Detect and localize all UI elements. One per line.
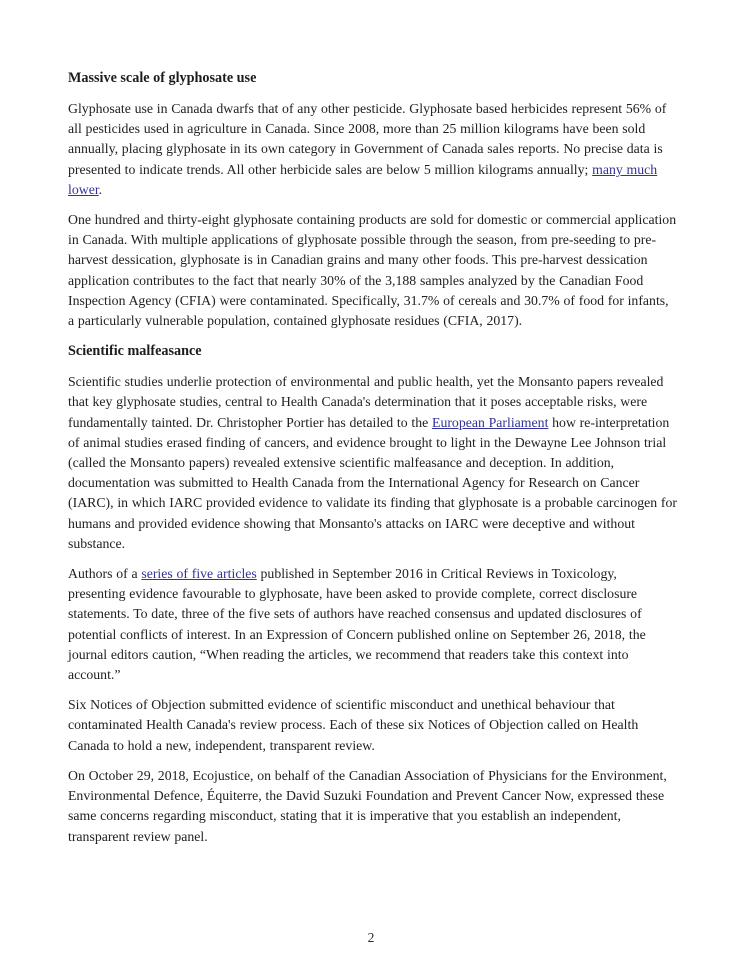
paragraph-notices-of-objection [68,695,678,756]
paragraph-ecojustice-letter [68,766,678,847]
text-run: One hundred and thirty-eight glyphosate containing products are sold for domestic or commercial application in Canada. With multiple applications of glyphosate possible through the season, from pre-seeding to pre-harvest dessication, glyphosate is in Canadian grains and many other foods. This pre-harvest dessication application contributes to the fact that nearly 30% of the 3,188 samples analyzed by the Canadian Food Inspection Agency (CFIA) were contaminated. Specifically, 31.7% of cereals and 30.7% of food for infants, a particularly vulnerable population, contained glyphosate residues (CFIA, 2017). [68,212,677,329]
paragraph-monsanto-papers [68,372,678,554]
text-run: On October 29, 2018, Ecojustice, on behalf of the Canadian Association of Physicians for the Environment, Environmental Defence, Équiterre, the David Suzuki Foundation and Prevent Cancer Now, expressed these same concerns regarding misconduct, stating that it is imperative that you establish an independent, transparent review panel. [68,767,667,844]
text-run: published in September 2016 in Critical Reviews in Toxicology, presenting evidence favourable to glyphosate, have been asked to provide complete, correct disclosure statements. To date, three of the five sets of authors have reached consensus and updated disclosures of potential conflicts of interest. In an Expression of Concern published online on September 26, 2018, the journal editors caution, “When reading the articles, we recommend that readers take this context into account.” [68,566,646,683]
section-heading-scientific-malfeasance: Scientific malfeasance [68,343,202,360]
paragraph-glyphosate-use [68,99,678,200]
text-run: Glyphosate use in Canada dwarfs that of any other pesticide. Glyphosate based herbicides represent 56% of all pesticides used in agriculture in Canada. Since 2008, more than 25 million kilograms have been sold annually, placing glyphosate in its own category in Government of Canada sales reports. No precise data is presented to indicate trends. All other herbicide sales are below 5 million kilograms annually; [68,101,667,177]
section-heading-massive-scale: Massive scale of glyphosate use [68,70,257,86]
paragraph-glyphosate-products [68,210,678,331]
link-european-parliament[interactable]: European Parliament [432,414,549,430]
link-many-much-lower[interactable]: many much lower [68,161,658,197]
text-run: Authors of a [68,566,142,582]
text-run: . [98,181,103,197]
text-run: Scientific studies underlie protection of environmental and public health, yet the Monsanto papers revealed that key glyphosate studies, central to Health Canada's determination that it poses acceptable risks, were fundamentally tainted. Dr. Christopher Portier has detailed to the [68,374,664,430]
text-run: Six Notices of Objection submitted evidence of scientific misconduct and unethical behaviour that contaminated Health Canada's review process. Each of these six Notices of Objection called on Health Canada to hold a new, independent, transparent review. [68,697,639,753]
paragraph-five-articles [68,564,678,685]
page-number: 2 [367,930,375,945]
text-run: how re-interpretation of animal studies erased finding of cancers, and evidence brought to light in the Dewayne Lee Johnson trial (called the Monsanto papers) revealed extensive scientific malfeasance and deception. In addition, documentation was submitted to Health Canada from the International Agency for Research on Cancer (IARC), in which IARC provided evidence to validate its finding that glyphosate is a probable carcinogen for humans and provided evidence showing that Monsanto's attacks on IARC were deceptive and without substance. [68,414,678,551]
link-series-of-five-articles[interactable]: series of five articles [141,566,257,582]
